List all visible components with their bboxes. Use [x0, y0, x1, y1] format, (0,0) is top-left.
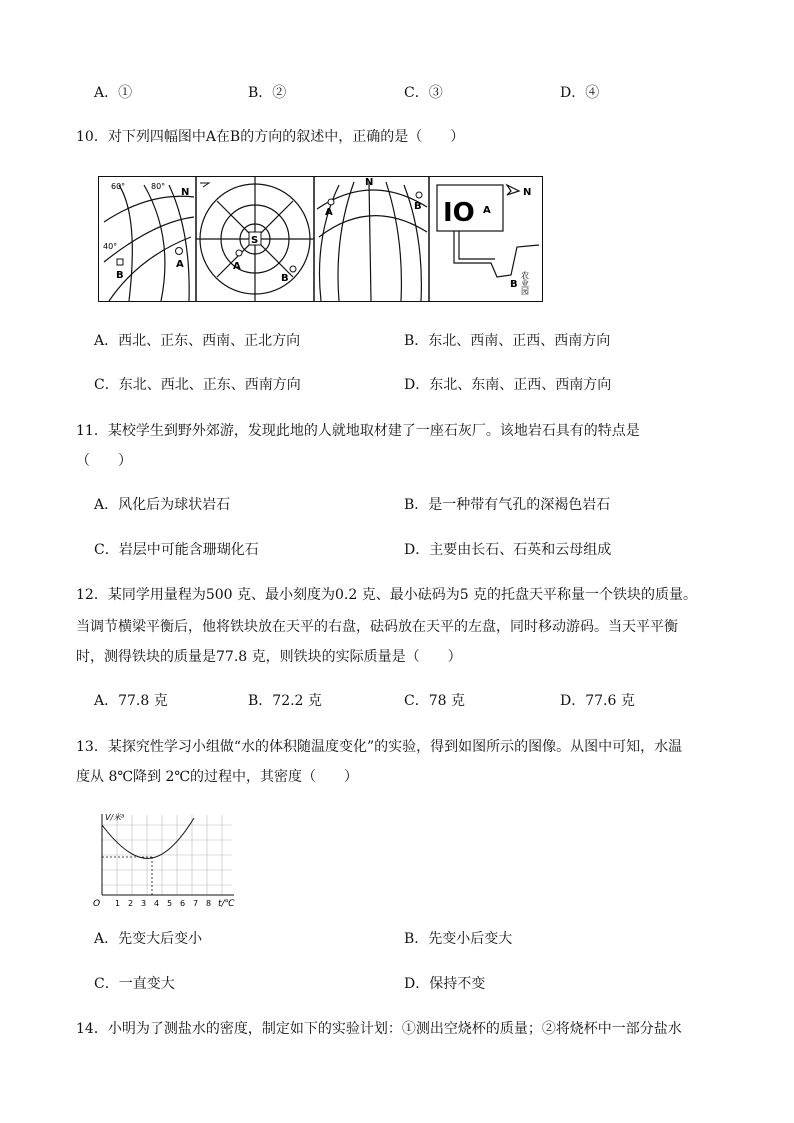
p3-point-a-label: A: [325, 207, 333, 218]
p4-point-a-label: A: [483, 205, 491, 216]
q11-option-a: A．风化后为球状岩石: [94, 497, 231, 513]
farm-label: 农业园: [520, 271, 530, 295]
lat-60-label: 60°: [111, 182, 126, 191]
q11-option-c: C．岩层中可能含珊瑚化石: [94, 542, 259, 558]
q13-volume-graph: [92, 810, 242, 910]
q12-option-c: C．78 克: [404, 693, 465, 709]
q11-stem-line2: （ ）: [76, 453, 132, 469]
q9-option-a: A．①: [94, 85, 133, 101]
x-axis-label: t/℃: [218, 899, 235, 909]
p3-north-label: N: [365, 177, 374, 188]
q13-option-c: C．一直变大: [94, 976, 175, 992]
io-sign: IO: [443, 198, 475, 228]
q10-option-c: C．东北、西北、正东、西南方向: [94, 377, 301, 393]
p2-point-a-label: A: [233, 261, 241, 272]
q12-option-a: A．77.8 克: [94, 693, 168, 709]
volume-curve: [102, 818, 194, 858]
q13-option-a: A．先变大后变小: [94, 931, 203, 947]
q9-option-b: B．②: [248, 85, 287, 101]
p4-point-b-label: B: [510, 279, 518, 290]
y-axis-label: V/米³: [105, 813, 125, 822]
x-tick: 3: [141, 899, 147, 908]
q11-option-b: B．是一种带有气孔的深褐色岩石: [404, 497, 611, 513]
p3-point-b-marker: [416, 192, 422, 198]
p2-point-b-marker: [290, 266, 296, 272]
x-tick: 5: [167, 899, 173, 908]
origin-label: O: [93, 899, 101, 909]
x-tick: 8: [206, 899, 212, 908]
q9-option-c: C．③: [404, 85, 443, 101]
p3-point-b-label: B: [414, 201, 422, 212]
pole-label: S: [251, 235, 259, 246]
q12-stem-line1: 12．某同学用量程为500 克、最小刻度为0.2 克、最小砝码为5 克的托盘天平称量一个铁块的质量。: [76, 587, 698, 603]
lat-40-label: 40°: [103, 242, 118, 251]
p4-north-label: N: [523, 187, 532, 198]
q13-stem-line1: 13．某探究性学习小组做“水的体积随温度变化”的实验，得到如图所示的图像。从图中可知，水温: [76, 739, 683, 755]
point-a-marker: [176, 248, 183, 255]
p3-point-a-marker: [328, 199, 334, 205]
point-b-marker: [117, 259, 123, 265]
north-label: N: [181, 187, 190, 198]
q13-option-b: B．先变小后变大: [404, 931, 513, 947]
q10-stem: 10．对下列四幅图中A在B的方向的叙述中，正确的是（ ）: [76, 129, 465, 145]
lat-80-label: 80°: [151, 182, 166, 191]
q13-stem-line2: 度从 8℃降到 2℃的过程中，其密度（ ）: [76, 769, 359, 785]
point-b-label: B: [116, 270, 124, 281]
point-a-label: A: [176, 259, 184, 270]
q12-option-d: D．77.6 克: [560, 693, 635, 709]
x-tick: 7: [193, 899, 199, 908]
q13-option-d: D．保持不变: [404, 976, 486, 992]
p2-point-a-marker: [236, 250, 242, 256]
x-tick: 6: [180, 899, 186, 908]
q11-stem-line1: 11．某校学生到野外郊游，发现此地的人就地取材建了一座石灰厂。该地岩石具有的特点是: [76, 423, 640, 439]
q10-option-b: B．东北、西南、正西、西南方向: [404, 333, 611, 349]
p2-point-b-label: B: [281, 273, 289, 284]
panel-1-graticule: [104, 185, 194, 301]
q14-stem-line1: 14．小明为了测盐水的密度，制定如下的实验计划：①测出空烧杯的质量；②将烧杯中一部分盐水: [76, 1021, 682, 1037]
x-tick: 2: [128, 899, 134, 908]
q11-option-d: D．主要由长石、石英和云母组成: [404, 542, 612, 558]
q12-option-b: B．72.2 克: [248, 693, 322, 709]
q10-direction-figure: [98, 176, 543, 302]
q12-stem-line3: 时，测得铁块的质量是77.8 克，则铁块的实际质量是（ ）: [76, 649, 462, 665]
q10-option-a: A．西北、正东、西南、正北方向: [94, 333, 301, 349]
x-tick: 4: [154, 899, 160, 908]
q10-option-d: D．东北、东南、正西、西南方向: [404, 377, 612, 393]
x-tick: 1: [115, 899, 121, 908]
q12-stem-line2: 当调节横梁平衡后，他将铁块放在天平的右盘，砝码放在天平的左盘，同时移动游码。当天平平衡: [76, 619, 678, 635]
q9-option-d: D．④: [560, 85, 600, 101]
